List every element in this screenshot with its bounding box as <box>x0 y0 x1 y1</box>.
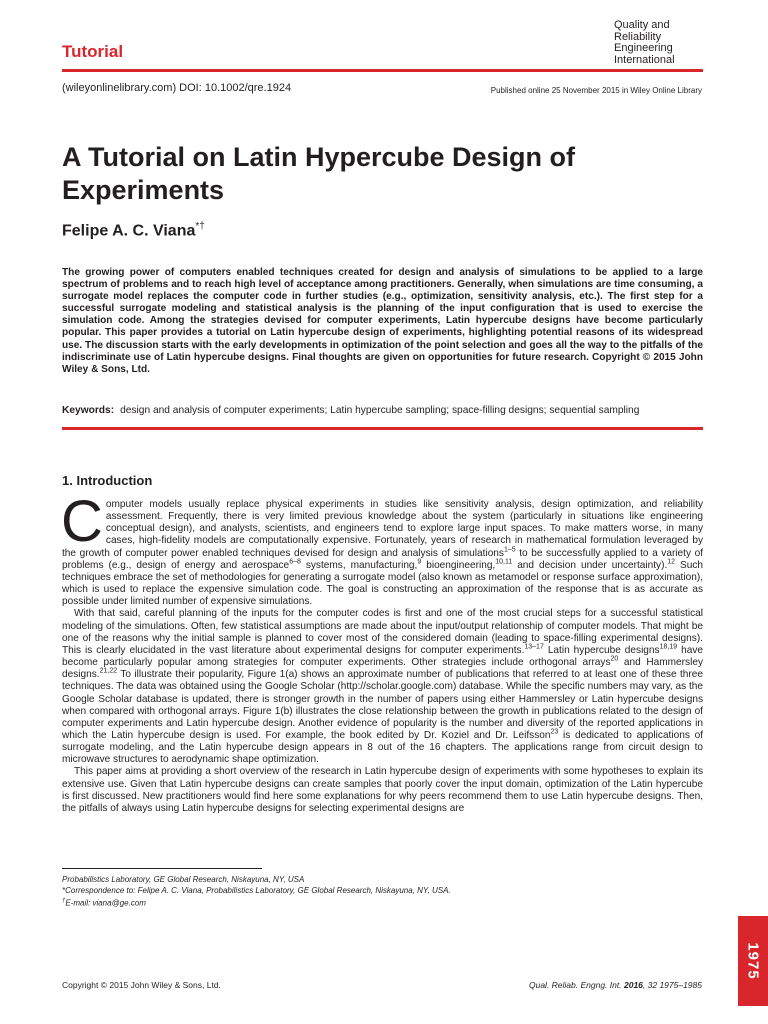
paragraph-3-text <box>62 766 703 813</box>
citation-ref[interactable]: 12 <box>667 558 676 566</box>
cite-journal: Qual. Reliab. Engng. Int. <box>528 980 622 990</box>
text-run: to be successfully applied to a variety of problems (e.g., design of energy and aerospace <box>62 547 704 571</box>
citation <box>529 980 702 990</box>
paragraph-2-text <box>62 608 703 765</box>
footnotes <box>62 875 451 909</box>
doi-text[interactable]: (wileyonlinelibrary.com) DOI: 10.1002/qre.1924 <box>62 82 292 94</box>
drop-cap: C <box>61 489 103 554</box>
text-run: and decision under uncertainty). <box>512 559 668 571</box>
journal-name: Quality and Reliability Engineering International <box>614 19 675 66</box>
keywords-list: design and analysis of computer experiments; Latin hypercube sampling; space-filling designs; sequential sampling <box>120 405 640 416</box>
keywords <box>62 405 639 416</box>
copyright: Copyright © 2015 John Wiley & Sons, Ltd. <box>62 980 221 990</box>
text-run: and Hammersley designs. <box>62 657 703 681</box>
email-text: E-mail: viana@ge.com <box>65 898 146 908</box>
section-heading: 1. Introduction <box>62 473 153 488</box>
published-date: Published online 25 November 2015 in Wiley Online Library <box>490 86 702 95</box>
text-run: Latin hypercube designs <box>543 644 660 656</box>
header-rule <box>62 69 703 72</box>
citation-ref[interactable]: 20 <box>610 655 619 663</box>
email-line[interactable] <box>62 896 451 909</box>
paragraph-1 <box>61 489 704 608</box>
author-name <box>62 221 205 240</box>
abstract-rule <box>62 427 703 430</box>
cite-year: 2016 <box>623 980 643 990</box>
body-text <box>61 489 704 815</box>
text-run: With that said, careful planning of the inputs for the computer codes is first and one of the most crucial steps for a successful statistical modeling of the simulations. Often, few statistical assumptions are made about the input/output relationship of computer models. That might be one of the reasons why the initial sample is planned to cover most of the considered domain (leading to space-filling experimental designs). This is clearly elucidated in the vast literature about experimental designs for computer experiments. <box>62 608 703 656</box>
text-run: Such techniques embrace the set of methodologies for generating a surrogate model (also known as metamodel or response surface approximation), which is used to replace the expensive simulation code. The goal is constructing an approximation of the response that is as accurate as possible under limited number of expensive simulations. <box>62 559 704 608</box>
email-mark: † <box>62 898 66 904</box>
citation-ref[interactable]: 21,22 <box>99 667 118 675</box>
citation-ref[interactable]: 10,11 <box>495 558 513 566</box>
citation-ref[interactable]: 1–5 <box>503 546 516 554</box>
citation-ref[interactable]: 6–8 <box>289 558 301 566</box>
page-number-tab <box>738 916 768 1006</box>
footnote-rule <box>62 868 262 869</box>
paragraph-3 <box>62 766 703 815</box>
paragraph-2 <box>62 608 703 766</box>
paragraph-1-text <box>61 489 704 608</box>
text-run: is dedicated to applications of surrogate modeling, and the Latin hypercube design appears in 8 out of the 16 chapters. The applications range from circuit design to microwave structures to aerodynamic shape optimization. <box>62 729 703 766</box>
text-run: have become particularly popular among strategies for computer experiments. Other strategies include orthogonal arrays <box>62 644 703 669</box>
author-marks: *† <box>195 221 205 232</box>
citation-ref[interactable]: 13–17 <box>524 643 544 651</box>
text-run: bioengineering, <box>421 559 496 571</box>
text-run: omputer models usually replace physical experiments in studies like sensitivity analysis, design optimization, and reliability assessment. Frequently, there is very limited previous knowledge about the system (particularly in situations like engineering conceptual design), and analysts, scientists, and engineers tend to explore large input spaces. To make matters worse, in many cases, high-fidelity models are computationally expensive. Fortunately, years of research in mathematical formulation leveraged by the growth of computer power enabled techniques devised for design and analysis of simulations <box>62 499 703 559</box>
text-run: systems, manufacturing, <box>300 559 418 571</box>
section-label: Tutorial <box>62 42 124 61</box>
cite-pages: , 32 1975–1985 <box>642 980 702 990</box>
text-run: This paper aims at providing a short overview of the research in Latin hypercube design of experiments with some hypotheses to explain its extensive use. Given that Latin hypercube designs can create samples that poorly cover the input domain, optimization of the Latin hypercube is first discussed. New practitioners would find here some explanations for why peers recommend them to use Latin hypercube designs. Then, the pitfalls of always using Latin hypercube designs for selecting experimental designs are <box>62 766 703 814</box>
citation-ref[interactable]: 9 <box>417 558 422 566</box>
abstract: The growing power of computers enabled techniques created for design and analysis of simulations to be applied to a large spectrum of problems and to reach high level of acceptance among practitioners. Generally, when simulations are time consuming, a surrogate model replaces the computer code in further studies (e.g., optimization, sensitivity analysis, etc.). The first step for a successful surrogate modeling and statistical analysis is the planning of the input configuration that is used to exercise the simulation code. Among the strategies devised for computer experiments, Latin hypercube designs have become particularly popular. This paper provides a tutorial on Latin hypercube design of experiments, highlighting potential reasons of its widespread use. The discussion starts with the early developments in optimization of the point selection and goes all the way to the pitfalls of the indiscriminate use of Latin hypercube designs. Final thoughts are given on opportunities for future research. Copyright © 2015 John Wiley & Sons, Ltd. <box>62 267 703 375</box>
page-number: 1975 <box>744 942 762 980</box>
citation-ref[interactable]: 23 <box>550 728 559 736</box>
affiliation: Probabilistics Laboratory, GE Global Research, Niskayuna, NY, USA <box>62 875 305 884</box>
correspondence: *Correspondence to: Felipe A. C. Viana, Probabilistics Laboratory, GE Global Research, Niskayuna, NY, USA. <box>62 885 451 895</box>
citation-ref[interactable]: 18,19 <box>659 643 678 651</box>
article-title: A Tutorial on Latin Hypercube Design of Experiments <box>62 142 576 205</box>
text-run: To illustrate their popularity, Figure 1(a) shows an approximate number of publications that referred to at least one of these three techniques. The data was obtained using the Google Scholar (http://scholar.google.com) database. While the specific numbers may vary, as the Google Scholar database is updated, there is stronger growth in the number of papers using either Hammersley or Latin hypercube designs when compared with orthogonal arrays. Figure 1(b) illustrates the close relationship between the growth in publications related to the design of computer experiments and Latin hypercube design. Another evidence of popularity is the number and diversity of the reported applications in which the Latin hypercube design is used. For example, the book edited by Dr. Koziel and Dr. Leifsson <box>62 669 703 741</box>
author-text: Felipe A. C. Viana <box>62 222 196 240</box>
keywords-label: Keywords: <box>62 405 115 416</box>
